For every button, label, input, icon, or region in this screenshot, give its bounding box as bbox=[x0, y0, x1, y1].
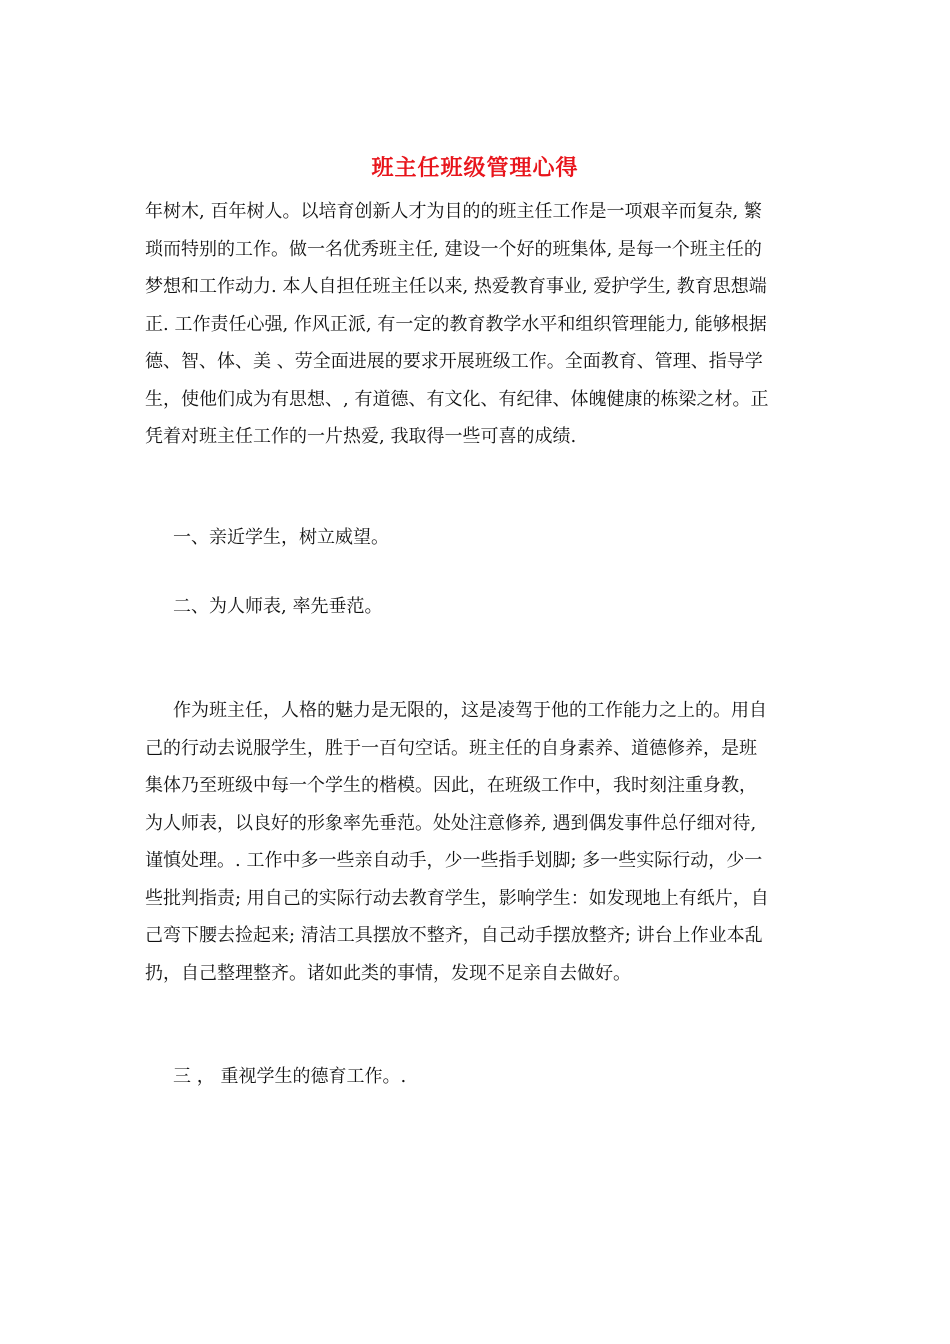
section-2-paragraph bbox=[145, 692, 807, 992]
intro-paragraph bbox=[145, 193, 807, 456]
intro-line: 梦想和工作动力. 本人自担任班主任以来, 热爱教育事业, 爱护学生, 教育思想端 bbox=[145, 276, 767, 297]
body-line: 己弯下腰去捡起来; 清洁工具摆放不整齐，自己动手摆放整齐; 讲台上作业本乱 bbox=[145, 925, 763, 946]
body-line: 作为班主任，人格的魅力是无限的，这是凌驾于他的工作能力之上的。用自 bbox=[173, 700, 767, 721]
intro-line: 琐而特别的工作。做一名优秀班主任, 建设一个好的班集体, 是每一个班主任的 bbox=[145, 238, 762, 260]
intro-line: 凭着对班主任工作的一片热爱, 我取得一些可喜的成绩. bbox=[145, 426, 577, 447]
body-line: 己的行动去说服学生，胜于一百句空话。班主任的自身素养、道德修养，是班 bbox=[145, 737, 757, 759]
section-heading-2: 二、为人师表, 率先垂范。 bbox=[173, 596, 383, 617]
body-line: 扔，自己整理整齐。诸如此类的事情，发现不足亲自去做好。 bbox=[145, 962, 631, 984]
section-heading-3: 三 ， 重视学生的德育工作。. bbox=[173, 1066, 407, 1087]
body-line: 些批判指责; 用自己的实际行动去教育学生，影响学生：如发现地上有纸片，自 bbox=[145, 887, 769, 909]
body-line: 谨慎处理。. 工作中多一些亲自动手，少一些指手划脚; 多一些实际行动，少一 bbox=[145, 850, 763, 871]
body-line: 为人师表，以良好的形象率先垂范。处处注意修养, 遇到偶发事件总仔细对待, bbox=[145, 812, 757, 834]
intro-line: 年树木, 百年树人。以培育创新人才为目的的班主任工作是一项艰辛而复杂, 繁 bbox=[145, 201, 762, 222]
intro-line: 德、智、体、美 、劳全面进展的要求开展班级工作。全面教育、管理、指导学 bbox=[145, 351, 763, 372]
document-title: 班主任班级管理心得 bbox=[371, 155, 579, 181]
section-heading-1: 一、亲近学生，树立威望。 bbox=[173, 527, 389, 548]
body-line: 集体乃至班级中每一个学生的楷模。因此，在班级工作中，我时刻注重身教， bbox=[145, 775, 757, 796]
intro-line: 正. 工作责任心强, 作风正派, 有一定的教育教学水平和组织管理能力, 能够根据 bbox=[145, 313, 767, 335]
intro-line: 生，使他们成为有思想、, 有道德、有文化、有纪律、体魄健康的栋梁之材。正 bbox=[145, 388, 769, 410]
